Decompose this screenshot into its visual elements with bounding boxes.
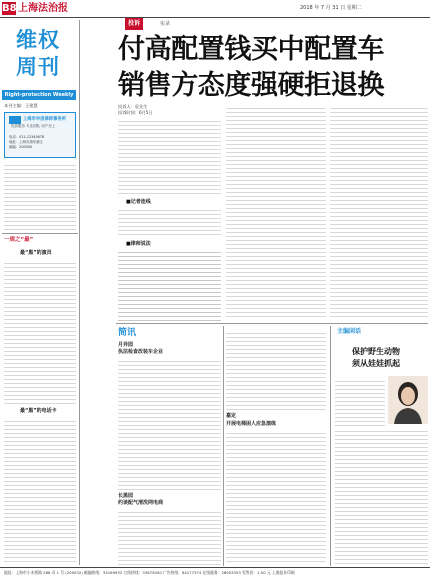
- weekly-most-heading: 一周之“最”: [4, 237, 34, 243]
- weekly-most-sub2: 最“黑”的电话卡: [20, 408, 57, 414]
- left-body-text: [4, 162, 76, 232]
- weekly-most-sub1: 最“黑”的演员: [20, 250, 52, 256]
- complainant-line: 投诉人：袁先生: [118, 104, 148, 109]
- page-footer: 地址：上海市小木桥路 268 弄 1 号 (200032) 邮编热线：34169932 订阅热线：33675000 广告热线：64177374 在线服务：28953353 零售价：1.50 元 上海报业印刷: [0, 567, 430, 577]
- contact-line: 地址：上海市浦东新区: [9, 140, 43, 144]
- article-body-text: [118, 249, 221, 321]
- law-firm-ad: [4, 112, 76, 158]
- article-body-text: [118, 207, 221, 238]
- column-divider: [330, 326, 331, 566]
- section-lawyer-heading: ■律师说法: [126, 241, 151, 247]
- guest-column-heading: 主编闲话: [337, 328, 362, 335]
- article-body-text: [330, 105, 428, 320]
- brief-2-title: 嘉定: [226, 413, 237, 419]
- column-divider: [223, 326, 224, 566]
- left-body-text: [4, 260, 76, 405]
- page-number-badge: B8: [2, 3, 17, 14]
- brief-body-text: [226, 430, 326, 565]
- law-firm-contact: [9, 135, 73, 150]
- brief-2-subtitle: 开展电梯困人应急演练: [226, 421, 277, 427]
- brief-body-text: [226, 330, 326, 410]
- author-portrait-icon: [388, 376, 428, 424]
- divider: [116, 323, 428, 324]
- law-firm-slogan: 优质服务 专业团队 用户至上: [11, 124, 56, 128]
- paper-name: 上海法治报: [18, 3, 68, 14]
- column-divider: [79, 20, 80, 565]
- brief-body-text: [118, 358, 221, 490]
- kicker-sub: 实录: [160, 21, 171, 27]
- guest-column-title-2: 须从娃娃抓起: [352, 359, 400, 368]
- divider: [2, 233, 78, 234]
- brief-1-subtitle: 执法检查改装车企业: [118, 349, 164, 355]
- guest-column-title-1: 保护野生动物: [352, 347, 400, 356]
- column-title: 维权 周刊: [16, 27, 60, 79]
- contact-line: 电话：021-12345678: [9, 135, 45, 139]
- guest-column-text: [335, 428, 428, 565]
- section-reporter-heading: ■记者连线: [126, 199, 151, 205]
- law-firm-logo-icon: [9, 116, 21, 124]
- left-body-text: [4, 418, 76, 564]
- briefs-heading: 简讯: [118, 328, 137, 338]
- headline-line-2: 销售方态度强硬拒退换: [118, 70, 384, 101]
- brief-3-title: 长黑园: [118, 493, 134, 499]
- brief-3-subtitle: 约谈配气清洗网电商: [118, 500, 164, 506]
- brief-1-title: 月异园: [118, 342, 134, 348]
- kicker-label: 投诉: [125, 18, 143, 30]
- contact-line: 邮编：200000: [9, 145, 33, 149]
- issue-date: 2018 年 7 月 31 日 星期二: [300, 5, 362, 11]
- headline-line-1: 付高配置钱买中配置车: [118, 34, 384, 65]
- column-subtitle: Right-protection Weekly: [2, 90, 76, 100]
- article-body-text: [226, 105, 326, 320]
- law-firm-name: 上海市申房律师事务所: [23, 117, 66, 122]
- complaint-date-line: 投诉时间：6月5日: [118, 110, 153, 115]
- masthead: [0, 0, 430, 18]
- article-body-text: [118, 118, 221, 196]
- author-photo: [388, 376, 428, 424]
- brief-body-text: [118, 509, 221, 565]
- guest-column-text: [335, 378, 385, 426]
- column-editor: 本刊主编：王建慧: [4, 103, 38, 108]
